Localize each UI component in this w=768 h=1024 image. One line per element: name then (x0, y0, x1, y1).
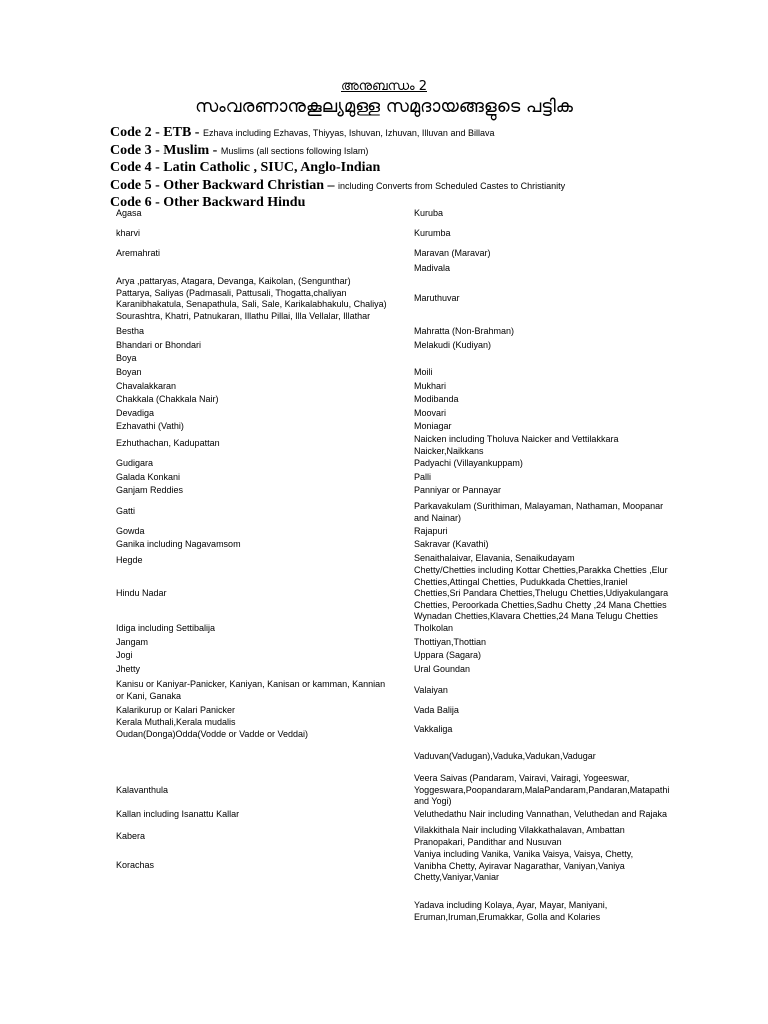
community-item: Boyan (116, 367, 142, 377)
community-item: Yadava including Kolaya, Ayar, Mayar, Maniyani, Eruman,Iruman,Erumakkar, Golla and Kolaries (414, 900, 608, 922)
community-item: Hegde (116, 555, 143, 565)
community-item: Korachas (116, 860, 155, 870)
annexure-title: അനുബന്ധം 2 (341, 79, 427, 94)
code-name: Other Backward Hindu (163, 195, 306, 210)
community-item: Kerala Muthali,Kerala mudalis Oudan(Donga)Odda(Vodde or Vadde or Veddai) (116, 717, 308, 739)
community-item: Palli (414, 472, 432, 482)
community-item: Maruthuvar (414, 293, 460, 303)
code-label: Code 2 - (110, 125, 164, 140)
community-item: Ganjam Reddies (116, 485, 184, 495)
community-item: Galada Konkani (116, 472, 181, 482)
code-label: Code 3 - (110, 142, 164, 158)
community-item: Mukhari (414, 381, 447, 391)
code-4-line (110, 159, 750, 177)
community-item: Vilakkithala Nair including Vilakkathalavan, Ambattan Pranopakari, Pandithar and Nusuvan (414, 825, 625, 847)
community-item: Bestha (116, 326, 145, 336)
community-item: Kurumba (414, 228, 451, 238)
community-item: Vaniya including Vanika, Vanika Vaisya, Vaisya, Chetty, Vanibha Chetty, Ayiravar Nagarathar, Vaniyan,Vaniya Chetty,Vaniyar,Vaniar (414, 849, 634, 882)
code-name: Other Backward Christian – (163, 177, 339, 193)
community-item: Chavalakkaran (116, 381, 177, 391)
code-3-line (110, 142, 750, 160)
community-item: Vada Balija (414, 705, 459, 715)
community-item: Senaithalaivar, Elavania, Senaikudayam (414, 553, 575, 563)
community-item: Devadiga (116, 408, 155, 418)
community-item: Kalavanthula (116, 785, 169, 795)
community-item: Moili (414, 367, 433, 377)
community-item: Kuruba (414, 208, 444, 218)
community-item: Padyachi (Villayankuppam) (414, 458, 523, 468)
code-label: Code 6 - (110, 195, 164, 210)
community-item: Kanisu or Kaniyar-Panicker, Kaniyan, Kanisan or kamman, Kannian or Kani, Ganaka (116, 679, 386, 701)
community-item: Uppara (Sagara) (414, 650, 482, 660)
community-item: Ural Goundan (414, 664, 471, 674)
code-5-line (110, 177, 750, 195)
community-item: Veluthedathu Nair including Vannathan, Veluthedan and Rajaka (414, 809, 668, 819)
code-description: including Converts from Scheduled Castes to Christianity (338, 180, 566, 191)
community-item: Ganika including Nagavamsom (116, 539, 241, 549)
code-label: Code 5 - (110, 177, 164, 193)
community-item: Kallan including Isanattu Kallar (116, 809, 240, 819)
community-item: Sakravar (Kavathi) (414, 539, 489, 549)
code-name: Muslim - (163, 142, 221, 158)
community-item: Arya ,pattaryas, Atagara, Devanga, Kaikolan, (Sengunthar) Pattarya, Saliyas (Padmasali, Pattusali, Thogatta,chaliyan Karanibhakatula, Senapathula, Sali, Sale, Karikalabhakulu, Chaliya) Sourashtra, Khatri, Patnukaran, Illathu Pillai, Illa Vellalar, Illathar (116, 276, 387, 321)
community-item: Gowda (116, 526, 145, 536)
community-item: Panniyar or Pannayar (414, 485, 502, 495)
list-title: സംവരണാനുകൂല്യമുള്ള സമുദായങ്ങളുടെ പട്ടിക (195, 96, 573, 117)
community-item: Ezhuthachan, Kadupattan (116, 438, 220, 448)
community-item: Jhetty (116, 664, 141, 674)
community-item: Vakkaliga (414, 724, 453, 734)
community-item: Kalarikurup or Kalari Panicker (116, 705, 236, 715)
community-item: Gudigara (116, 458, 154, 468)
community-item: Madivala (414, 263, 451, 273)
community-item: Rajapuri (414, 526, 448, 536)
community-item: Moniagar (414, 421, 452, 431)
community-item: Ezhavathi (Vathi) (116, 421, 184, 431)
community-item: Vaduvan(Vadugan),Vaduka,Vadukan,Vadugar (414, 751, 596, 761)
community-item: Veera Saivas (Pandaram, Vairavi, Vairagi, Yogeeswar, Yoggeswara,Poopandaram,MalaPandaram,Pandaran,Matapathi and Yogi) (414, 773, 670, 806)
community-item: Jogi (116, 650, 133, 660)
community-item: Moovari (414, 408, 447, 418)
code-name: Latin Catholic , SIUC, Anglo-Indian (163, 160, 381, 175)
community-item: Mahratta (Non-Brahman) (414, 326, 515, 336)
community-item: Maravan (Maravar) (414, 248, 491, 258)
community-item: Thottiyan,Thottian (414, 637, 487, 647)
code-label: Code 4 - (110, 160, 164, 175)
community-item: Naicken including Tholuva Naicker and Vettilakkara Naicker,Naikkans (414, 434, 619, 456)
community-item: Idiga including Settibalija (116, 623, 216, 633)
community-item: kharvi (116, 228, 141, 238)
community-item: Gatti (116, 506, 136, 516)
code-name: ETB - (163, 125, 203, 140)
community-item: Chetty/Chetties including Kottar Chetties,Parakka Chetties ,Elur Chetties,Attingal Chetties, Pudukkada Chetties,Iraniel Chetties,Sri Pandara Chetties,Thelugu Chetties,Udiyakulangara Chetties, Peroorkada Chetties,Sadhu Chetty ,24 Mana Chetties Wynadan Chetties,Klavara Chetties,24 Mana Telugu Chetties (414, 565, 669, 621)
code-description: Muslims (all sections following Islam) (220, 145, 369, 156)
community-item: Jangam (116, 637, 149, 647)
community-item: Modibanda (414, 394, 459, 404)
community-item: Chakkala (Chakkala Nair) (116, 394, 219, 404)
community-item: Melakudi (Kudiyan) (414, 340, 492, 350)
community-item: Tholkolan (414, 623, 454, 633)
community-item: Kabera (116, 831, 146, 841)
community-item: Valaiyan (414, 685, 448, 695)
code-description: Ezhava including Ezhavas, Thiyyas, Ishuvan, Izhuvan, Illuvan and Billava (202, 128, 495, 138)
community-item: Bhandari or Bhondari (116, 340, 202, 350)
community-item: Boya (116, 353, 137, 363)
code-list (110, 124, 750, 212)
code-2-line (110, 124, 750, 142)
community-item: Aremahrati (116, 248, 161, 258)
community-item: Parkavakulam (Surithiman, Malayaman, Nathaman, Moopanar and Nainar) (414, 501, 664, 523)
community-item: Hindu Nadar (116, 588, 167, 598)
community-item: Agasa (116, 208, 142, 218)
